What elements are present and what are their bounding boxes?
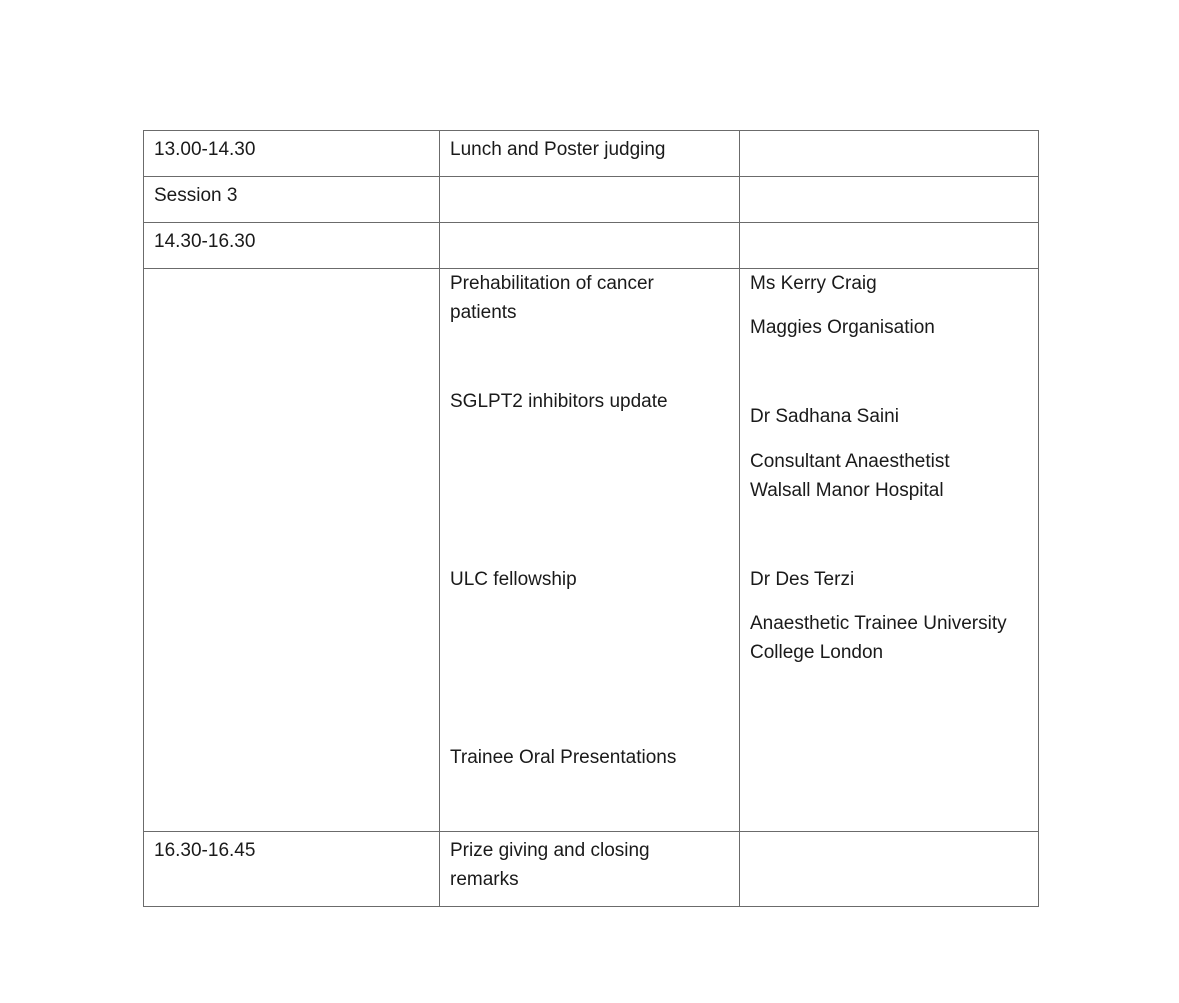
topic-line: Prize giving and closing [450, 840, 650, 861]
talk-topic [450, 269, 731, 327]
topic-cell [440, 131, 740, 177]
speaker-role-line: Anaesthetic Trainee University [750, 613, 1007, 634]
speaker-affiliation [750, 447, 1030, 505]
session-label: Session 3 [154, 185, 238, 206]
talk-topic-line: patients [450, 302, 517, 323]
talk-topic-line: ULC fellowship [450, 569, 577, 590]
talk-topic [450, 565, 731, 594]
talk-topic-line: SGLPT2 inhibitors update [450, 391, 668, 412]
speaker-name: Ms Kerry Craig [750, 273, 877, 294]
table-row-lunch [144, 131, 1039, 177]
speaker-block [750, 269, 1030, 298]
topic-text: Lunch and Poster judging [450, 139, 666, 160]
time-cell [144, 223, 440, 269]
speaker-name: Dr Des Terzi [750, 569, 855, 590]
speaker-cell [740, 223, 1039, 269]
table-row-talks [144, 269, 1039, 832]
time-cell [144, 131, 440, 177]
topic-cell [440, 832, 740, 907]
time-cell [144, 269, 440, 832]
time-text: 13.00-14.30 [154, 139, 256, 160]
talk-topic [450, 743, 731, 772]
speaker-affiliation [750, 313, 1030, 342]
talks-topic-cell [440, 269, 740, 832]
talks-speaker-cell [740, 269, 1039, 832]
speaker-cell [740, 832, 1039, 907]
speaker-role-line: Maggies Organisation [750, 317, 935, 338]
topic-line: remarks [450, 869, 519, 890]
speaker-role-line: Consultant Anaesthetist [750, 451, 950, 472]
programme-table [143, 130, 1039, 907]
speaker-role-line: Walsall Manor Hospital [750, 480, 944, 501]
speaker-affiliation [750, 609, 1030, 667]
speaker-cell [740, 177, 1039, 223]
speaker-name: Dr Sadhana Saini [750, 406, 899, 427]
topic-cell [440, 223, 740, 269]
speaker-block [750, 402, 1030, 431]
time-cell [144, 832, 440, 907]
table-row-close [144, 832, 1039, 907]
session-label-cell [144, 177, 440, 223]
talk-topic [450, 387, 731, 416]
talk-topic-line: Trainee Oral Presentations [450, 747, 677, 768]
speaker-block [750, 565, 1030, 594]
topic-cell [440, 177, 740, 223]
table-row-slot [144, 223, 1039, 269]
speaker-cell [740, 131, 1039, 177]
table-row-session [144, 177, 1039, 223]
talk-topic-line: Prehabilitation of cancer [450, 273, 654, 294]
time-text: 14.30-16.30 [154, 231, 256, 252]
speaker-role-line: College London [750, 642, 884, 663]
time-text: 16.30-16.45 [154, 840, 256, 861]
